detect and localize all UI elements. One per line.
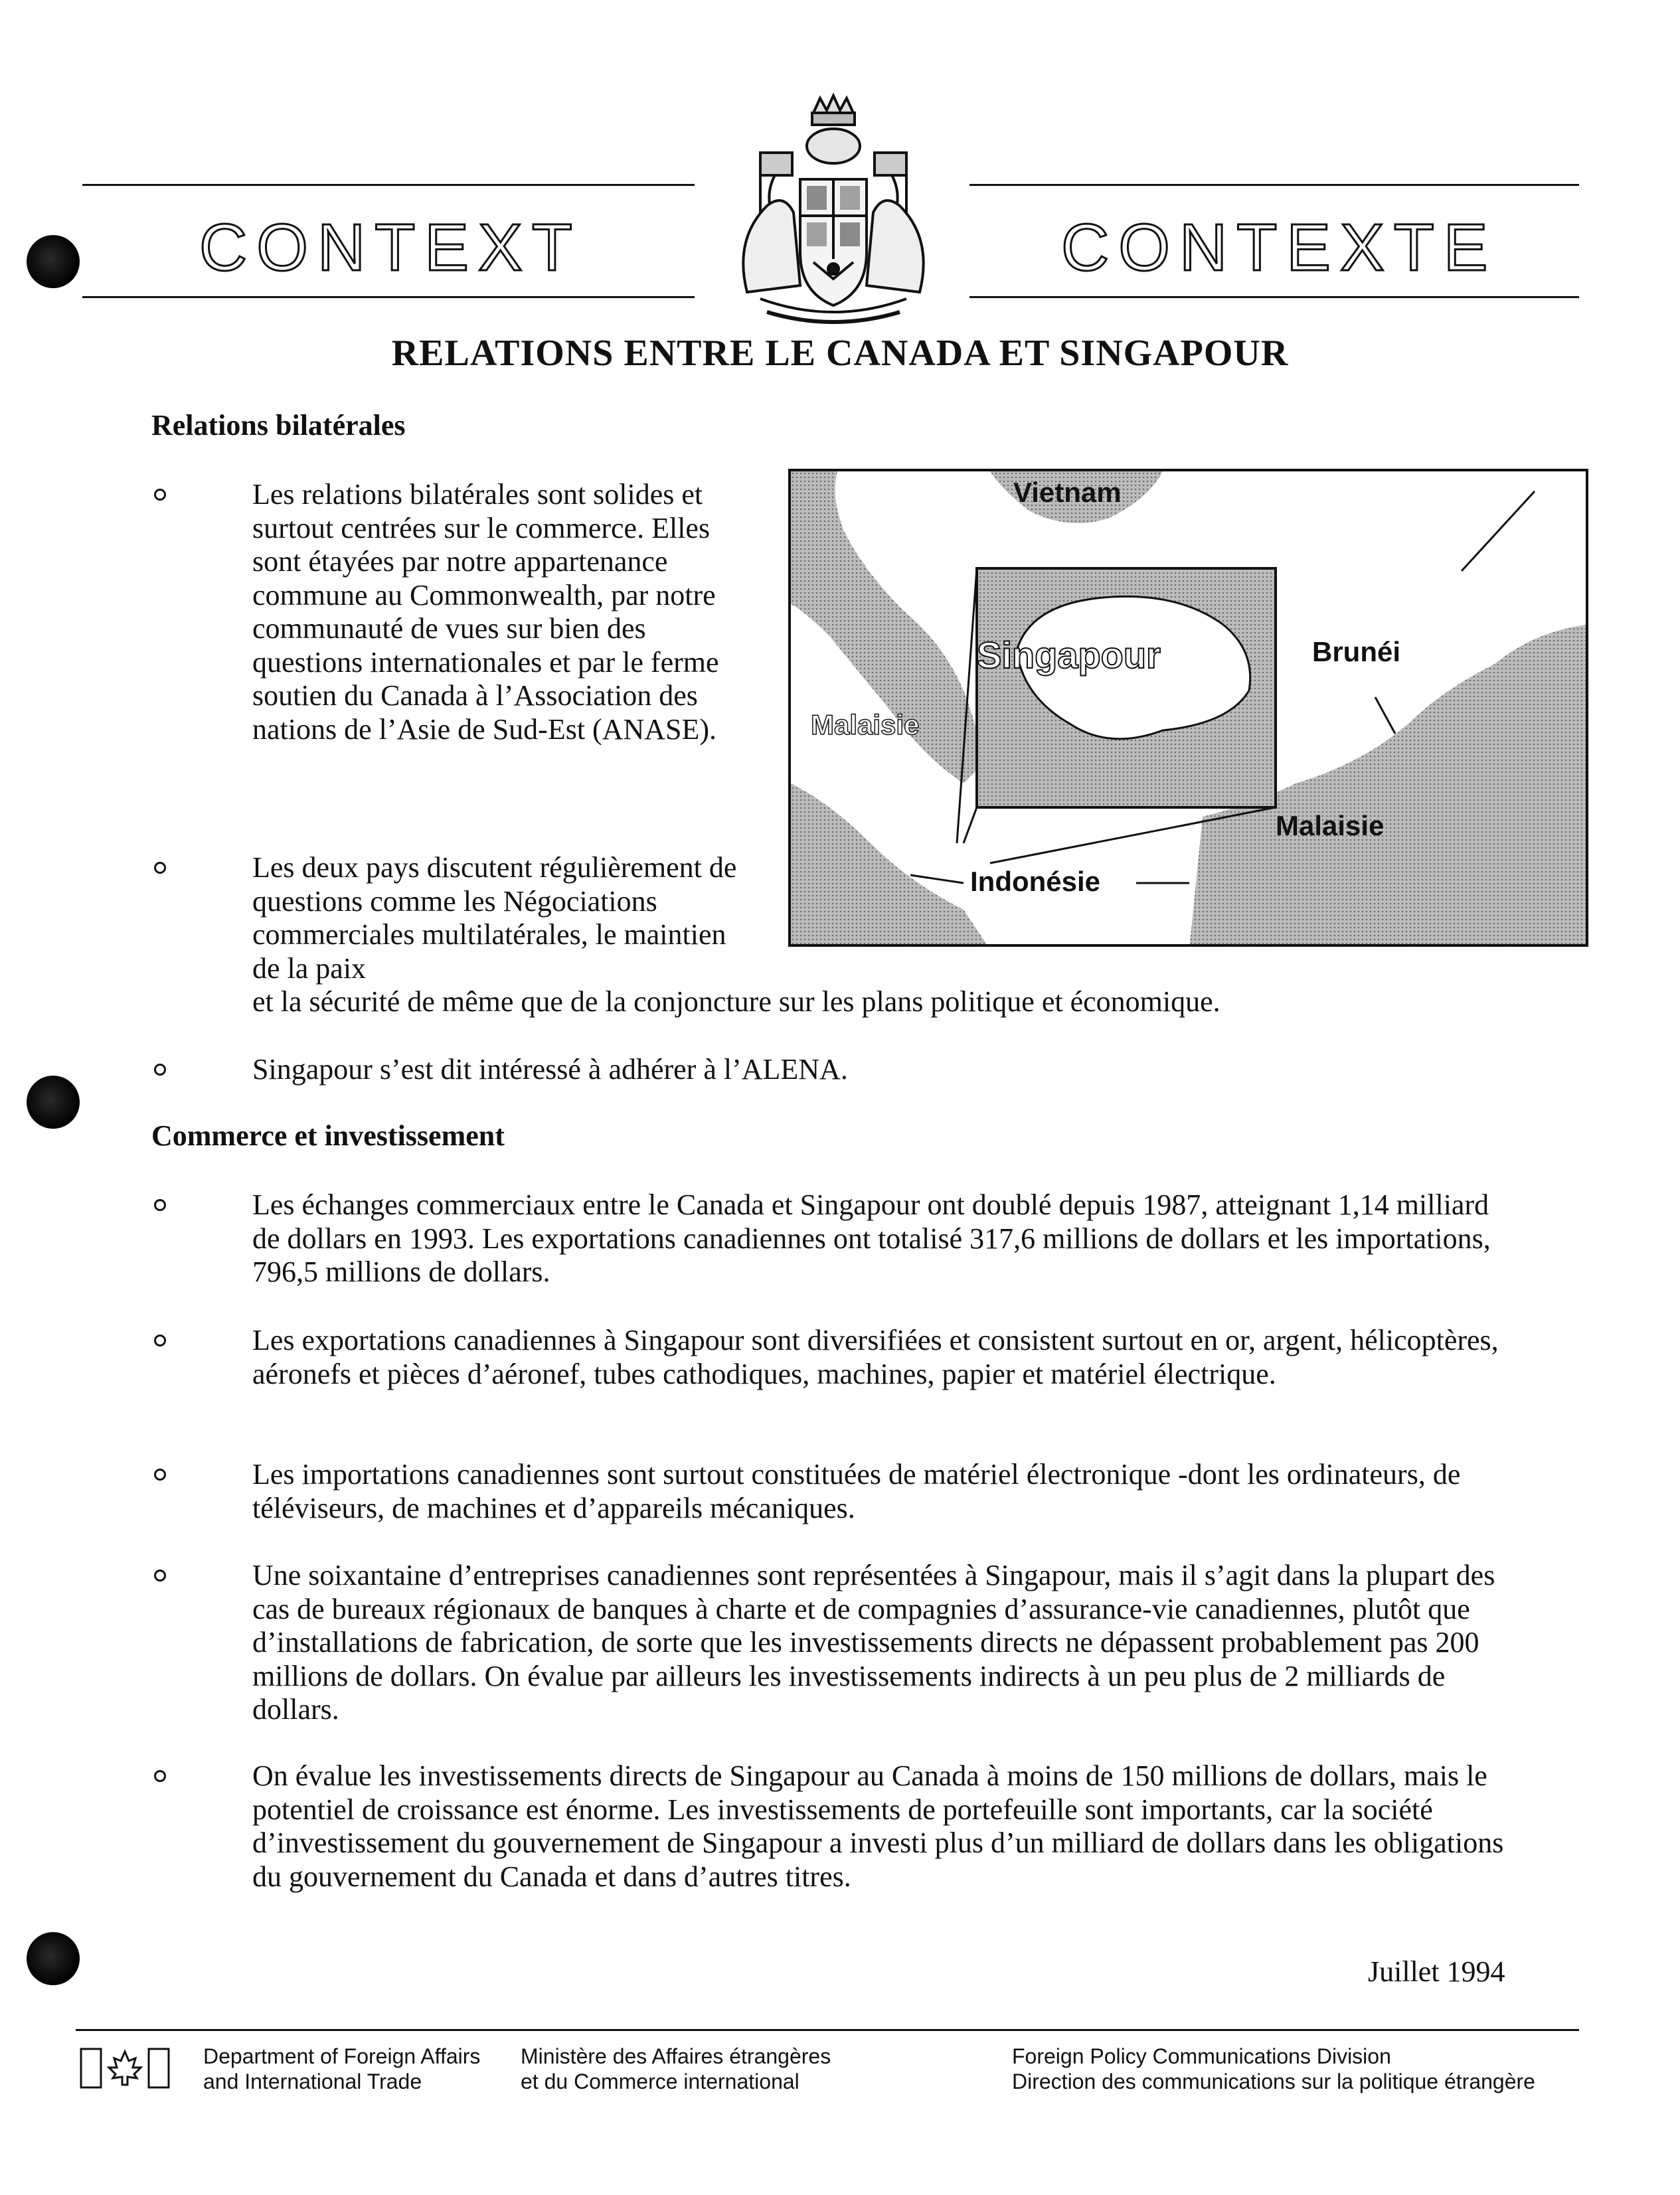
map-label-malaisie-east: Malaisie	[1276, 810, 1385, 841]
footer-dept-fr-line2: et du Commerce international	[521, 2070, 799, 2093]
section-heading-relations: Relations bilatérales	[151, 409, 406, 442]
context-fr-wordmark: CONTEXTE	[1061, 210, 1497, 285]
footer-dept-en	[203, 2044, 480, 2094]
bullet-marker	[154, 1199, 166, 1211]
header-rule-top-left	[82, 184, 695, 186]
bullet-marker	[154, 1770, 166, 1782]
footer-dept-en-line1: Department of Foreign Affairs	[203, 2044, 481, 2068]
paragraph-bilateral-2: Les deux pays discutent régulièrement de questions comme les Négociations commerciales multilatérales, le maintien de la paix	[252, 851, 737, 985]
map-label-vietnam: Vietnam	[1013, 477, 1122, 508]
footer-division	[1012, 2044, 1535, 2094]
section-heading-commerce: Commerce et investissement	[151, 1119, 505, 1152]
map-label-singapour: Singapour	[977, 634, 1161, 676]
map-label-brunei: Brunéi	[1312, 636, 1401, 667]
paragraph-commerce-2: Les exportations canadiennes à Singapour sont diversifiées et consistent surtout en or, argent, hélicoptères, aéronefs et pièces d’aéronef, tubes cathodiques, machines, papier et matériel électrique.	[252, 1324, 1499, 1390]
footer-dept-fr	[521, 2044, 831, 2094]
punch-hole	[27, 1932, 80, 1985]
footer-rule	[76, 2029, 1579, 2031]
paragraph-bilateral-1: Les relations bilatérales sont solides et surtout centrées sur le commerce. Elles sont étayées par notre appartenance commune au Commonwealth, par notre communauté de vues sur bien des questions internationales et par le ferme soutien du Canada à l’Association des nations de l’Asie de Sud-Est (ANASE).	[252, 478, 719, 746]
paragraph-bilateral-3: Singapour s’est dit intéressé à adhérer à l’ALENA.	[252, 1053, 848, 1086]
bullet-marker	[154, 862, 166, 874]
paragraph-commerce-1: Les échanges commerciaux entre le Canada et Singapour ont doublé depuis 1987, atteignant 1,14 milliard de dollars en 1993. Les exportations canadiennes ont totalisé 317,6 millions de dollars et les importations, 796,5 millions de dollars.	[252, 1188, 1491, 1288]
bullet-marker	[154, 1335, 166, 1346]
canada-wordmark-logo	[78, 2045, 171, 2091]
bullet-marker	[154, 1064, 166, 1076]
paragraph-commerce-5: On évalue les investissements directs de Singapour au Canada à moins de 150 millions de dollars, mais le potentiel de croissance est énorme. Les investissements de portefeuille sont importants, car la société d’investissement du gouvernement de Singapour a investi plus d’un milliard de dollars dans les obligations du gouvernement du Canada et dans d’autres titres.	[252, 1759, 1504, 1893]
coat-of-arms-emblem	[720, 93, 946, 339]
footer-dept-fr-line1: Ministère des Affaires étrangères	[521, 2044, 831, 2068]
header-rule-bottom-left	[82, 296, 695, 298]
header-rule-bottom-right	[969, 296, 1579, 298]
document-date: Juillet 1994	[1368, 1955, 1505, 1988]
paragraph-bilateral-2-continued: et la sécurité de même que de la conjoncture sur les plans politique et économique.	[252, 985, 1220, 1018]
map-label-indonesie: Indonésie	[970, 866, 1101, 897]
paragraph-commerce-4: Une soixantaine d’entreprises canadiennes sont représentées à Singapour, mais il s’agit dans la plupart des cas de bureaux régionaux de banques à charte et de compagnies d’assurance-vie canadiennes, plutôt que d’installations de fabrication, de sorte que les investissements directs ne dépassent probablement pas 200 millions de dollars. On évalue par ailleurs les investissements indirects à un peu plus de 2 milliards de dollars.	[252, 1559, 1495, 1726]
map-label-malaisie-west: Malaisie	[811, 709, 920, 740]
bullet-marker	[154, 1469, 166, 1481]
page-title: RELATIONS ENTRE LE CANADA ET SINGAPOUR	[391, 333, 1289, 374]
footer-dept-en-line2: and International Trade	[203, 2070, 422, 2093]
context-en-wordmark: CONTEXT	[199, 210, 582, 285]
paragraph-commerce-3: Les importations canadiennes sont surtout constituées de matériel électronique -dont les ordinateurs, de téléviseurs, de machines et d’appareils mécaniques.	[252, 1458, 1461, 1524]
punch-hole	[27, 235, 80, 288]
punch-hole	[27, 1076, 80, 1129]
bullet-marker	[154, 1570, 166, 1582]
footer-division-en: Foreign Policy Communications Division	[1012, 2044, 1391, 2068]
region-map	[788, 469, 1588, 947]
footer-division-fr: Direction des communications sur la politique étrangère	[1012, 2070, 1535, 2093]
bullet-marker	[154, 489, 166, 501]
header-rule-top-right	[969, 184, 1579, 186]
